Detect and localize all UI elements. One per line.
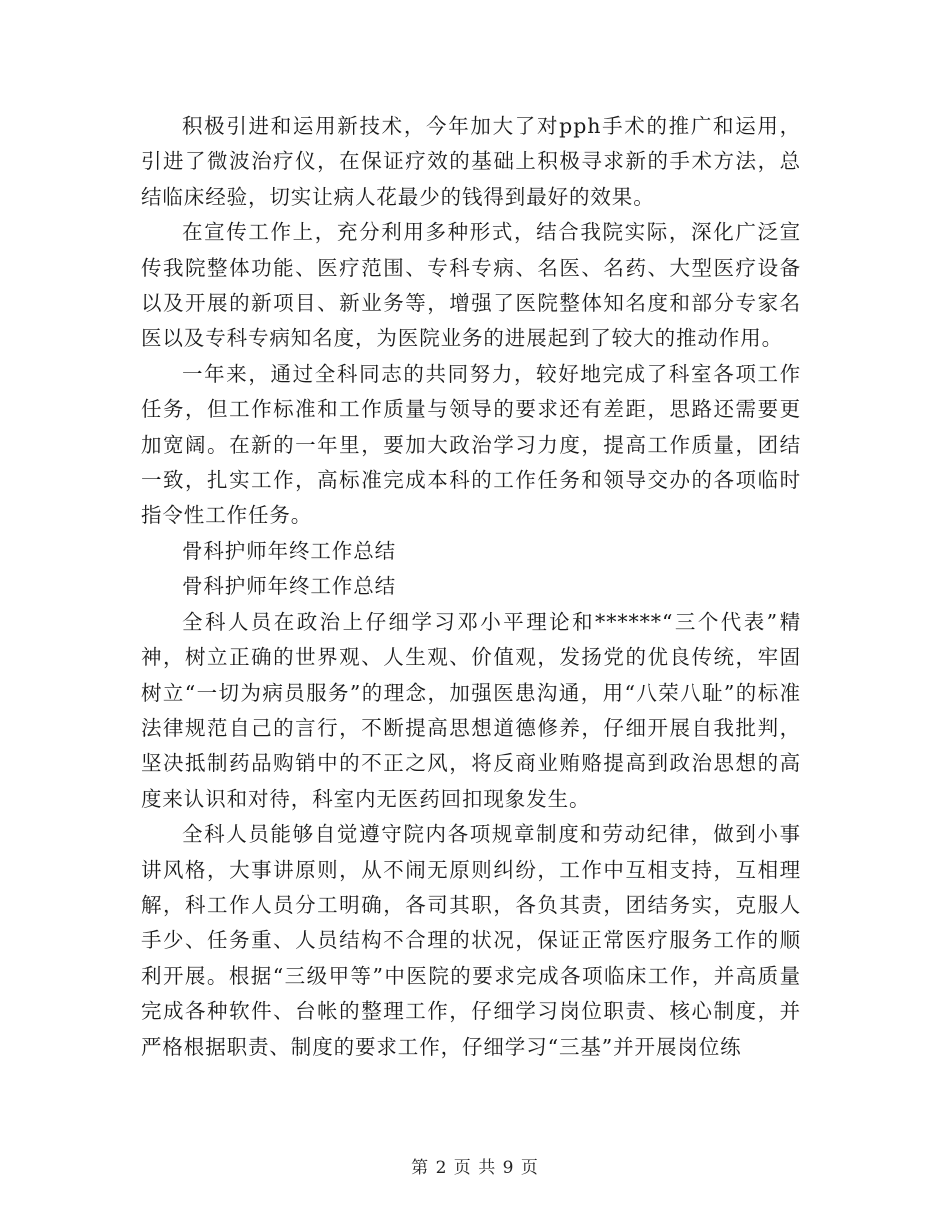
section-heading: 骨科护师年终工作总结 bbox=[182, 538, 396, 563]
paragraph-political-study: 全科人员在政治上仔细学习邓小平理论和******“三个代表”精神，树立正确的世界观、人生观、价值观，发扬党的优良传统，牢固树立“一切为病员服务”的理念，加强医患沟通，用“八荣八耻”的标准法律规范自己的言行，不断提高思想道德修养，仔细开展自我批判，坚决抵制药品购销中的不正之风，将反商业贿赂提高到政治思想的高度来认识和对待，科室内无医药回扣现象发生。 bbox=[141, 609, 801, 811]
paragraph-new-technology: 积极引进和运用新技术，今年加大了对pph手术的推广和运用，引进了微波治疗仪，在保证疗效的基础上积极寻求新的手术方法，总结临床经验，切实让病人花最少的钱得到最好的效果。 bbox=[141, 114, 801, 209]
document-body bbox=[141, 109, 801, 1065]
page-number-footer: 第 2 页 共 9 页 bbox=[411, 1158, 539, 1178]
section-subheading: 骨科护师年终工作总结 bbox=[182, 574, 396, 599]
paragraph-year-summary: 一年来，通过全科同志的共同努力，较好地完成了科室各项工作任务，但工作标准和工作质量与领导的要求还有差距，思路还需要更加宽阔。在新的一年里，要加大政治学习力度，提高工作质量，团结一致，扎实工作，高标准完成本科的工作任务和领导交办的各项临时指令性工作任务。 bbox=[141, 361, 801, 528]
paragraph-publicity: 在宣传工作上，充分利用多种形式，结合我院实际，深化广泛宣传我院整体功能、医疗范围、专科专病、名医、名药、大型医疗设备以及开展的新项目、新业务等，增强了医院整体知名度和部分专家名医以及专科专病知名度，为医院业务的进展起到了较大的推动作用。 bbox=[141, 220, 801, 351]
paragraph-discipline: 全科人员能够自觉遵守院内各项规章制度和劳动纪律，做到小事讲风格，大事讲原则，从不闹无原则纠纷，工作中互相支持，互相理解，科工作人员分工明确，各司其职，各负其责，团结务实，克服人手少、任务重、人员结构不合理的状况，保证正常医疗服务工作的顺利开展。根据“三级甲等”中医院的要求完成各项临床工作，并高质量完成各种软件、台帐的整理工作，仔细学习岗位职责、核心制度，并严格根据职责、制度的要求工作，仔细学习“三基”并开展岗位练 bbox=[141, 822, 801, 1059]
